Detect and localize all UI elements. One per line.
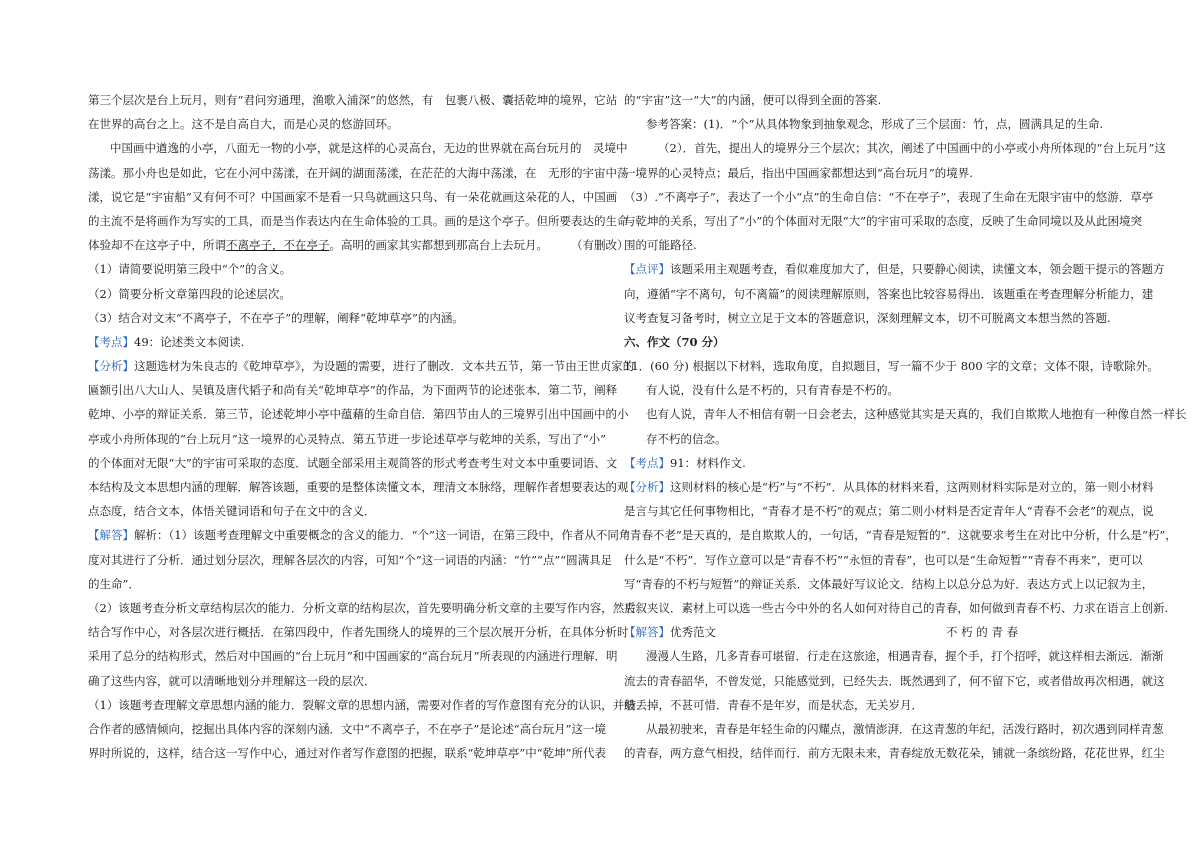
text-run: 这题选材为朱良志的《乾坤草亭》，为设题的需要，进行了删改．文本共五节，第一节由王世贞家的 bbox=[134, 359, 635, 374]
text-run: 的生命”． bbox=[88, 576, 140, 591]
text-run: 体验却不在这亭子中，所谓 bbox=[88, 238, 226, 253]
section-tag: 【分析】 bbox=[624, 480, 670, 494]
text-line bbox=[88, 330, 596, 354]
text-line bbox=[88, 88, 618, 112]
text-line bbox=[624, 306, 1134, 330]
text-run: 围的可能路径. bbox=[624, 238, 697, 253]
text-line bbox=[88, 548, 613, 572]
text-line bbox=[624, 233, 1134, 257]
text-run: 夹叙夹议．素材上可以选一些古今中外的名人如何对待自己的青春，如何做到青春不朽、力求在语言上创新. bbox=[624, 600, 1169, 615]
text-run: 91：材料作文. bbox=[670, 455, 746, 470]
text-line bbox=[624, 548, 1143, 572]
text-run: 一境界的心灵特点；最后，指出中国画家都想达到“高台玩月”的境界. bbox=[624, 165, 973, 180]
text-line bbox=[88, 572, 596, 596]
text-line bbox=[624, 451, 1134, 475]
text-line bbox=[88, 596, 636, 620]
text-run: 亭或小舟所体现的“台上玩月”这一境界的心灵特点．第五节进一步论述草亭与乾坤的关系，写出了“小” bbox=[88, 431, 607, 446]
text-line bbox=[624, 523, 1177, 547]
text-run: 议考查复习备考时，树立立足于文本的答题意识，深刻理解文本，切不可脱离文本想当然的答题. bbox=[624, 310, 1111, 325]
text-line bbox=[88, 717, 607, 741]
text-line bbox=[624, 693, 1134, 717]
text-line bbox=[88, 669, 596, 693]
left-column bbox=[88, 88, 636, 765]
text-line bbox=[624, 378, 1134, 402]
text-run: “青春不老”是天真的，是自欺欺人的，一句话，“青春是短暂的”．这就要求考生在对比中分析，什么是“朽”， bbox=[624, 528, 1177, 543]
text-run: 的个体面对无限“大”的宇宙可采取的态度．试题全部采用主观简答的形式考查考生对文本中重要词语、文 bbox=[88, 455, 618, 470]
text-line bbox=[624, 572, 1154, 596]
text-run: 的青春，两方意气相投，结伴而行．前方无限未来，青春绽放无数花朵，铺就一条缤纷路，花花世界，红尘 bbox=[624, 746, 1165, 761]
text-line bbox=[624, 161, 1134, 185]
text-line bbox=[624, 620, 1134, 644]
text-run: 从最初驶来，青春是年轻生命的闪耀点，激情澎湃．在这青葱的年纪，活泼行路时，初次遇到同样青葱 bbox=[646, 721, 1164, 736]
text-run: 第三个层次是台上玩月，则有“君问穷通理，渔歌入浦深”的悠然，有 包裹八极、囊括乾坤的境界，它站 bbox=[88, 93, 618, 107]
text-run: 不离亭子，不在亭子 bbox=[226, 238, 330, 253]
text-line bbox=[88, 354, 635, 378]
text-run: 荡漾。那小舟也是如此，它在小河中荡漾，在开阔的湖面荡漾，在茫茫的大海中荡漾，在 无形的宇宙中荡 bbox=[88, 165, 629, 180]
text-line bbox=[624, 354, 1159, 378]
text-line bbox=[624, 136, 1166, 160]
text-line bbox=[88, 475, 629, 499]
text-line bbox=[624, 282, 1154, 306]
text-run: 流去的青春韶华，不曾发觉，只能感觉到，已经失去．既然遇到了，何不留下它，或者借故再次相遇，就这 bbox=[624, 673, 1165, 688]
text-run: 结合写作中心，对各层次进行概括．在第四段中，作者先围绕人的境界的三个层次展开分析，在具体分析时 bbox=[88, 625, 629, 640]
text-line bbox=[624, 112, 1134, 136]
text-line bbox=[624, 596, 1169, 620]
section-tag: 【解答】 bbox=[624, 625, 670, 640]
text-run: 有人说，没有什么是不朽的，只有青春是不朽的。 bbox=[646, 383, 899, 398]
text-line bbox=[88, 112, 596, 136]
text-run: 点态度，结合文本，体悟关键词语和句子在文中的含义． bbox=[88, 504, 376, 519]
text-run: 什么是“不朽”．写作立意可以是“青春不朽”“永恒的青春”，也可以是“生命短暂”“青春不再来”，更可以 bbox=[624, 552, 1143, 567]
text-run: 49：论述类文本阅读. bbox=[134, 334, 245, 349]
text-run: （3）.“不离亭子”，表达了一个小“点”的生命自信：“不在亭子”，表现了生命在无限宇宙中的悠游．草亭 bbox=[624, 189, 1154, 204]
text-run: 确了这些内容，就可以清晰地划分并理解这一段的层次． bbox=[88, 673, 376, 688]
text-run: 本结构及文本思想内涵的理解．解答该题，重要的是整体读懂文本，理清文本脉络，理解作者想要表达的观 bbox=[88, 480, 629, 494]
text-run: 在世界的高台之上。这不是自高自大，而是心灵的悠游回环。 bbox=[88, 117, 399, 132]
text-run: 存不朽的信念。 bbox=[646, 431, 727, 446]
text-run: 采用了总分的结构形式，然后对中国画的“台上玩月”和中国画家的“高台玩月”所表现的内涵进行理解．明 bbox=[88, 649, 618, 664]
text-run: 与乾坤的关系，写出了“小”的个体面对无限“大”的宇宙可采取的态度，反映了生命同境以及从此困境突 bbox=[624, 213, 1143, 228]
text-line bbox=[88, 741, 607, 765]
text-line bbox=[88, 257, 596, 281]
text-run: 是言与其它任何事物相比，“青春才是不朽”的观点；第二则小材料是否定青年人“青春不会老”的观点，说 bbox=[624, 504, 1154, 519]
text-run: 写“青春的不朽与短暂”的辩证关系．文体最好写议论文．结构上以总分总为好．表达方式上以记叙为主， bbox=[624, 576, 1154, 591]
text-run: 般丢掉，不甚可惜．青春不是年岁，而是状态，无关岁月． bbox=[624, 697, 923, 712]
text-line bbox=[88, 378, 618, 402]
text-run: 向，遵循“字不离句，句不离篇”的阅读理解原则，答案也比较容易得出．该题重在考查理解分析能力，建 bbox=[624, 286, 1154, 301]
text-run: 这则材料的核心是“朽”与“不朽”．从具体的材料来看，这两则材料实际是对立的，第一则小材料 bbox=[670, 480, 1154, 494]
text-line bbox=[88, 161, 629, 185]
text-run: 匾额引出八大山人、吴镇及唐代韬子和尚有关“乾坤草亭”的作品，为下面两节的论述张本．第二节，阐释 bbox=[88, 383, 618, 398]
text-run: 界时所说的，这样，结合这一写作中心，通过对作者写作意图的把握，联系“乾坤草亭”中“乾坤”所代表 bbox=[88, 746, 607, 761]
text-run: 也有人说，青年人不相信有朝一日会老去，这种感觉其实是天真的，我们自欺欺人地抱有一种像自然一样长 bbox=[646, 407, 1187, 422]
text-line bbox=[624, 475, 1154, 499]
text-line bbox=[624, 88, 1134, 112]
text-line bbox=[88, 693, 636, 717]
text-line bbox=[624, 669, 1165, 693]
section-tag: 【考点】 bbox=[88, 334, 134, 349]
text-run: 中国画中遒逸的小亭，八面无一物的小亭，就是这样的心灵高台，无边的世界就在高台玩月的 灵境中 bbox=[110, 141, 628, 156]
text-line bbox=[88, 499, 596, 523]
text-line bbox=[88, 402, 629, 426]
text-run: 11．(60 分) 根据以下材料，选取角度，自拟题目，写一篇不少于 800 字的文章；文体不限，诗歌除外。 bbox=[624, 359, 1159, 374]
text-line bbox=[88, 209, 629, 233]
text-line bbox=[624, 330, 1134, 354]
text-run: 合作者的感情倾向，挖掘出具体内容的深刻内涵．文中“不离亭子，不在亭子”是论述“高台玩月”这一境 bbox=[88, 721, 607, 736]
text-run: 该题采用主观题考查，看似难度加大了，但是，只要静心阅读，读懂文本，领会题干提示的答题方 bbox=[670, 262, 1165, 277]
text-line bbox=[88, 523, 631, 547]
text-line bbox=[624, 209, 1143, 233]
text-run: 六、作文（70 分） bbox=[624, 334, 725, 349]
text-line bbox=[88, 620, 629, 644]
text-run: （3）结合对文末“不离亭子，不在亭子”的理解，阐释“乾坤草亭”的内涵。 bbox=[88, 310, 464, 325]
text-run: 解析：（1）该题考查理解文中重要概念的含义的能力．“个”这一词语，在第三段中，作者从不同角 bbox=[134, 528, 631, 543]
section-tag: 【点评】 bbox=[624, 262, 670, 277]
section-tag: 【解答】 bbox=[88, 528, 134, 543]
text-line bbox=[88, 644, 618, 668]
section-tag: 【分析】 bbox=[88, 359, 134, 374]
text-run: 优秀范文 不 朽 的 青 春 bbox=[670, 625, 1019, 640]
text-run: （2）简要分析文章第四段的论述层次。 bbox=[88, 286, 291, 301]
text-run: 漫漫人生路，几多青春可堪留．行走在这旅途，相遇青春，握个手，打个招呼，就这样相去渐远．渐渐 bbox=[646, 649, 1164, 664]
text-line bbox=[88, 136, 628, 160]
section-tag: 【考点】 bbox=[624, 455, 670, 470]
text-line bbox=[624, 185, 1154, 209]
text-run: （2）．首先，提出人的境界分三个层次；其次，阐述了中国画中的小亭或小舟所体现的“台上玩月”这 bbox=[658, 141, 1166, 156]
text-line bbox=[88, 306, 596, 330]
text-line bbox=[624, 427, 1134, 451]
text-line bbox=[624, 644, 1164, 668]
text-run: 参考答案：(1)．“个”从具体物象到抽象观念，形成了三个层面：竹，点，圆满具足的生命. bbox=[646, 117, 1104, 132]
text-run: （1）请简要说明第三段中“个”的含义。 bbox=[88, 262, 292, 277]
text-run: 漾，说它是“宇宙船”又有何不可？中国画家不是看一只鸟就画这只鸟、有一朵花就画这朵花的人，中国画 bbox=[88, 189, 618, 204]
text-line bbox=[88, 233, 629, 257]
text-run: 的主流不是将画作为写实的工具，而是当作表达内在生命体验的工具。画的是这个亭子。但所要表达的生命 bbox=[88, 213, 629, 228]
text-line bbox=[624, 402, 1187, 426]
text-run: 度对其进行了分析．通过划分层次，理解各层次的内容，可知“个”这一词语的内涵：“竹”“点”“圆满具足 bbox=[88, 552, 613, 567]
text-run: 。高明的画家其实都想到那高台上去玩月。 （有删改） bbox=[329, 238, 629, 253]
text-run: 的“宇宙”这一“大”的内涵，便可以得到全面的答案. bbox=[624, 93, 882, 107]
text-run: （2）该题考查分析文章结构层次的能力．分析文章的结构层次，首先要明确分析文章的主要写作内容，然后 bbox=[88, 600, 636, 615]
text-run: （1）该题考查理解文章思想内涵的能力．裂解文章的思想内涵，需要对作者的写作意图有充分的认识，并结 bbox=[88, 697, 636, 712]
text-run: 乾坤、小亭的辩证关系．第三节，论述乾坤小亭中蕴藉的生命自信．第四节由人的三境界引出中国画中的小 bbox=[88, 407, 629, 422]
right-column bbox=[624, 88, 1187, 765]
text-line bbox=[88, 282, 596, 306]
text-line bbox=[624, 499, 1154, 523]
text-line bbox=[624, 741, 1165, 765]
text-line bbox=[624, 257, 1165, 281]
text-line bbox=[88, 427, 607, 451]
text-line bbox=[624, 717, 1164, 741]
text-line bbox=[88, 185, 618, 209]
text-line bbox=[88, 451, 618, 475]
